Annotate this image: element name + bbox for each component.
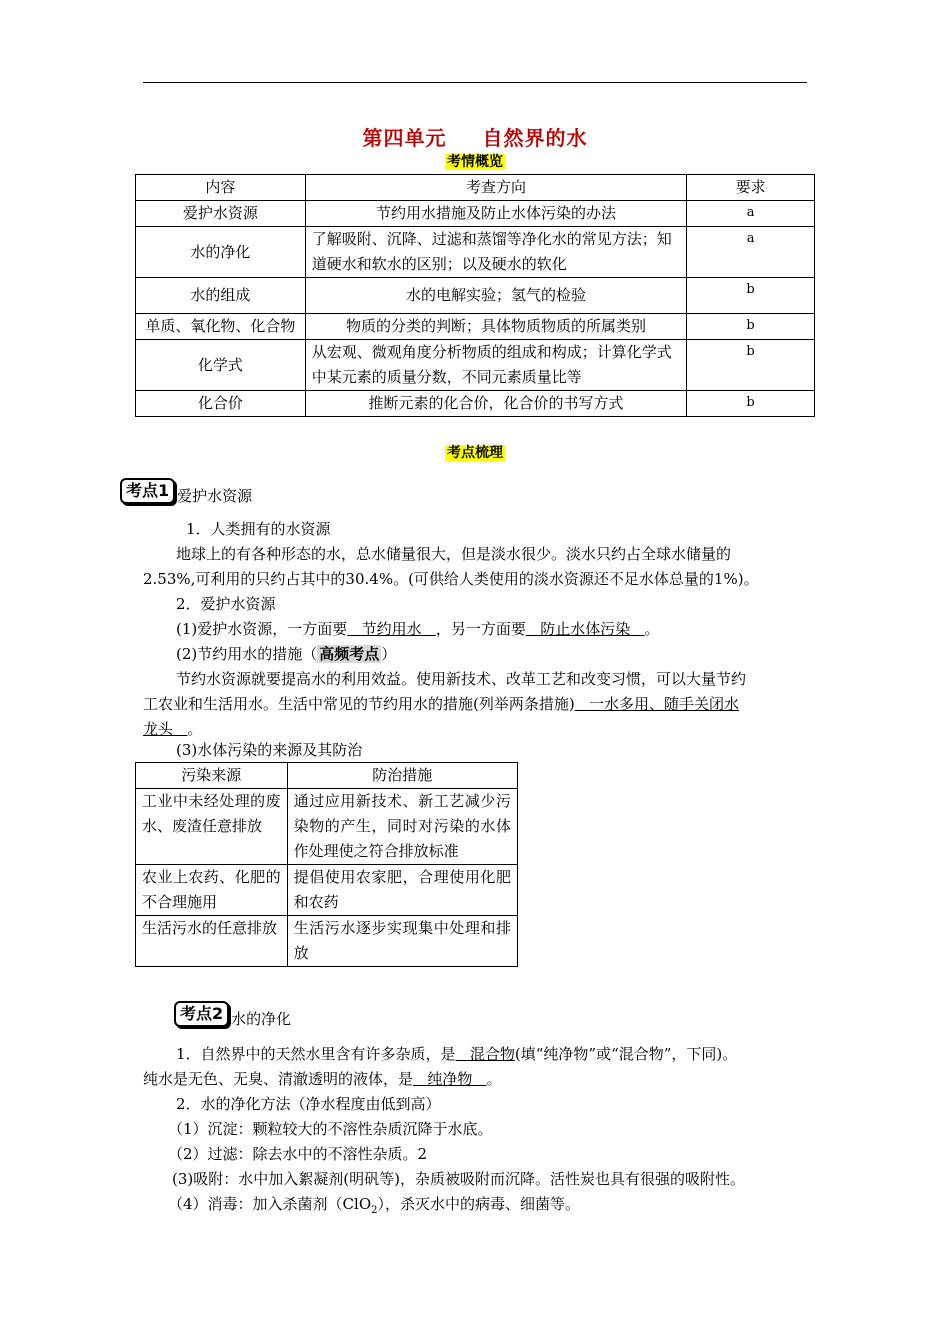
kd1-paragraph-2c: 龙头 。 xyxy=(143,720,203,738)
table-row xyxy=(136,391,815,417)
page-title xyxy=(0,122,950,151)
measure-cell: 通过应用新技术、新工艺减少污染物的产生，同时对污染的水体作处理使之符合排放标准 xyxy=(287,789,517,865)
kd2-line-1: 1．自然界中的天然水里含有许多杂质，是 混合物(填“纯净物”或“混合物”，下同)。 xyxy=(176,1045,738,1063)
header-cell: 要求 xyxy=(687,175,815,201)
section-review-heading: 考点梳理 xyxy=(447,445,503,461)
header-cell: 考查方向 xyxy=(305,175,686,201)
kd1-line-1: (1)爱护水资源，一方面要 节约用水 ，另一方面要 防止水体污染 。 xyxy=(176,620,660,638)
kd2-heading xyxy=(174,998,291,1029)
content-cell: 化学式 xyxy=(136,340,306,391)
requirement-cell: b xyxy=(687,278,815,314)
table-row xyxy=(136,916,518,967)
table-row xyxy=(136,865,518,916)
direction-cell: 从宏观、微观角度分析物质的组成和构成；计算化学式中某元素的质量分数，不同元素质量比等 xyxy=(305,340,686,391)
requirement-cell: b xyxy=(687,391,815,417)
source-cell: 工业中未经处理的废水、废渣任意排放 xyxy=(136,789,288,865)
measure-cell: 生活污水逐步实现集中处理和排放 xyxy=(287,916,517,967)
content-cell: 水的组成 xyxy=(136,278,306,314)
content-cell: 单质、氧化物、化合物 xyxy=(136,314,306,340)
content-cell: 爱护水资源 xyxy=(136,201,306,227)
kd1-paragraph-2b: 工农业和生活用水。生活中常见的节约用水的措施(列举两条措施) 一水多用、随手关闭水 xyxy=(143,695,740,713)
unit-label: 第四单元 xyxy=(362,126,447,150)
kd1-subheading-1: 1．人类拥有的水资源 xyxy=(186,520,331,538)
high-frequency-tag: 高频考点 xyxy=(319,645,380,663)
table-row xyxy=(136,227,815,278)
table-row xyxy=(136,789,518,865)
content-cell: 化合价 xyxy=(136,391,306,417)
kd1-line-3: (3)水体污染的来源及其防治 xyxy=(176,741,363,759)
answer-blank: 混合物 xyxy=(469,1045,515,1063)
answer-blank: 防止水体污染 xyxy=(540,620,631,638)
answer-blank: 节约用水 xyxy=(361,620,422,638)
direction-cell: 物质的分类的判断；具体物质物质的所属类别 xyxy=(305,314,686,340)
table-row xyxy=(136,278,815,314)
kd1-paragraph-1a: 地球上的有各种形态的水，总水储量很大，但是淡水很少。淡水只约占全球水储量的 xyxy=(176,545,732,563)
table-row xyxy=(136,201,815,227)
kd2-line-2: 纯水是无色、无臭、清澈透明的液体，是 纯净物 。 xyxy=(143,1070,502,1088)
content-cell: 水的净化 xyxy=(136,227,306,278)
kd2-subheading-2: 2．水的净化方法（净水程度由低到高） xyxy=(176,1095,441,1113)
header-cell: 污染来源 xyxy=(136,763,288,789)
kd2-badge: 考点2 xyxy=(174,1001,229,1027)
kd1-badge: 考点1 xyxy=(120,478,175,504)
direction-cell: 节约用水措施及防止水体污染的办法 xyxy=(305,201,686,227)
overview-table-header xyxy=(136,175,815,201)
answer-blank: 纯净物 xyxy=(427,1070,473,1088)
pollution-table-header xyxy=(136,763,518,789)
answer-blank: 龙头 xyxy=(143,720,174,738)
source-cell: 生活污水的任意排放 xyxy=(136,916,288,967)
requirement-cell: b xyxy=(687,340,815,391)
kd2-method-2: （2）过滤：除去水中的不溶性杂质。2 xyxy=(168,1145,428,1163)
unit-name: 自然界的水 xyxy=(482,126,588,150)
requirement-cell: a xyxy=(687,201,815,227)
direction-cell: 推断元素的化合价，化合价的书写方式 xyxy=(305,391,686,417)
table-row xyxy=(136,340,815,391)
pollution-table xyxy=(135,762,518,967)
direction-cell: 了解吸附、沉降、过滤和蒸馏等净化水的常见方法；知道硬水和软水的区别；以及硬水的软化 xyxy=(305,227,686,278)
header-rule xyxy=(143,82,807,83)
requirement-cell: a xyxy=(687,227,815,278)
header-cell: 内容 xyxy=(136,175,306,201)
kd2-method-4: （4）消毒：加入杀菌剂（ClO$_2$），杀灭水中的病毒、细菌等。 xyxy=(168,1195,581,1216)
kd2-title: 水的净化 xyxy=(231,1010,292,1028)
table-row xyxy=(136,314,815,340)
kd1-subheading-2: 2．爱护水资源 xyxy=(176,595,276,613)
answer-blank: 一水多用、随手关闭水 xyxy=(589,695,740,713)
overview-table xyxy=(135,174,815,417)
kd1-paragraph-1b: 2.53%,可利用的只约占其中的30.4%。(可供给人类使用的淡水资源还不足水体总量的1%)。 xyxy=(143,570,759,588)
kd1-paragraph-2a: 节约水资源就要提高水的利用效益。使用新技术、改革工艺和改变习惯，可以大量节约 xyxy=(176,670,747,688)
kd1-title: 爱护水资源 xyxy=(177,487,253,505)
measure-cell: 提倡使用农家肥，合理使用化肥和农药 xyxy=(287,865,517,916)
source-cell: 农业上农药、化肥的不合理施用 xyxy=(136,865,288,916)
kd2-method-1: （1）沉淀：颗粒较大的不溶性杂质沉降于水底。 xyxy=(168,1120,493,1138)
kd2-method-3: (3)吸附：水中加入絮凝剂(明矾等)，杂质被吸附而沉降。活性炭也具有很强的吸附性。 xyxy=(172,1170,745,1188)
section-overview-heading: 考情概览 xyxy=(447,154,503,170)
kd1-line-2: (2)节约用水的措施（ 高频考点 ） xyxy=(176,645,397,663)
kd1-heading xyxy=(120,475,252,506)
direction-cell: 水的电解实验；氢气的检验 xyxy=(305,278,686,314)
header-cell: 防治措施 xyxy=(287,763,517,789)
requirement-cell: b xyxy=(687,314,815,340)
